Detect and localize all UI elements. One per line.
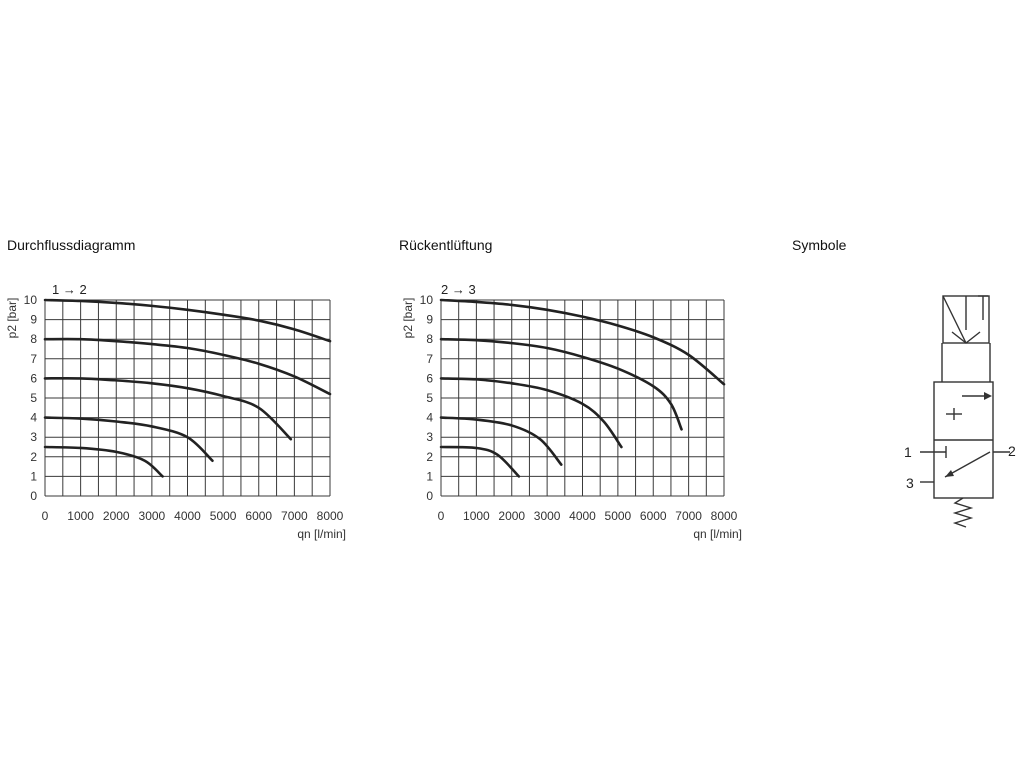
x-tick-label: 6000	[245, 509, 273, 523]
x-tick-label: 5000	[604, 509, 632, 523]
x-tick-label: 3000	[533, 509, 561, 523]
y-tick-label: 4	[30, 410, 37, 425]
flow-direction-label: 2 → 3	[441, 282, 476, 297]
y-tick-label: 6	[30, 371, 37, 386]
y-tick-label: 0	[30, 489, 37, 503]
x-tick-label: 4000	[569, 509, 596, 523]
y-tick-label: 3	[426, 430, 433, 445]
y-tick-label: 1	[30, 469, 37, 484]
y-tick-label: 3	[30, 430, 37, 445]
flow-direction-label: 1 → 2	[52, 282, 87, 297]
y-tick-label: 7	[30, 351, 37, 366]
y-tick-label: 9	[30, 312, 37, 327]
y-axis-label: p2 [bar]	[401, 297, 415, 339]
pressure-curve	[441, 447, 519, 476]
y-tick-label: 8	[30, 332, 37, 347]
x-tick-label: 0	[437, 509, 445, 523]
y-tick-label: 4	[426, 410, 433, 425]
y-tick-label: 9	[426, 312, 433, 327]
y-tick-label: 10	[419, 293, 433, 307]
y-tick-label: 10	[23, 293, 37, 307]
y-tick-label: 5	[30, 391, 37, 405]
x-tick-label: 6000	[639, 509, 667, 523]
x-tick-label: 7000	[281, 509, 308, 523]
x-tick-label: 3000	[138, 509, 166, 523]
x-tick-label: 4000	[174, 509, 201, 523]
y-tick-label: 1	[426, 469, 433, 484]
port-3-label: 3	[906, 475, 914, 491]
symbols-title: Symbole	[792, 237, 847, 253]
port-2-label: 2	[1008, 443, 1016, 459]
flow-diagram-title: Durchflussdiagramm	[7, 237, 136, 253]
x-tick-label: 8000	[710, 509, 738, 523]
y-tick-label: 8	[426, 332, 433, 347]
pressure-curve	[441, 339, 682, 429]
x-axis-label: qn [l/min]	[693, 527, 742, 541]
y-tick-label: 2	[30, 449, 37, 464]
x-axis-label: qn [l/min]	[297, 527, 346, 541]
x-tick-label: 1000	[463, 509, 490, 523]
y-tick-label: 7	[426, 351, 433, 366]
x-tick-label: 7000	[675, 509, 702, 523]
x-tick-label: 5000	[209, 509, 237, 523]
y-tick-label: 2	[426, 449, 433, 464]
x-tick-label: 1000	[67, 509, 94, 523]
y-tick-label: 5	[426, 391, 433, 405]
y-tick-label: 0	[426, 489, 433, 503]
exhaust-diagram-title: Rückentlüftung	[399, 237, 493, 253]
x-tick-label: 2000	[498, 509, 526, 523]
y-axis-label: p2 [bar]	[5, 297, 19, 339]
y-tick-label: 6	[426, 371, 433, 386]
port-1-label: 1	[904, 444, 912, 460]
x-tick-label: 8000	[316, 509, 344, 523]
x-tick-label: 2000	[102, 509, 130, 523]
x-tick-label: 0	[41, 509, 49, 523]
